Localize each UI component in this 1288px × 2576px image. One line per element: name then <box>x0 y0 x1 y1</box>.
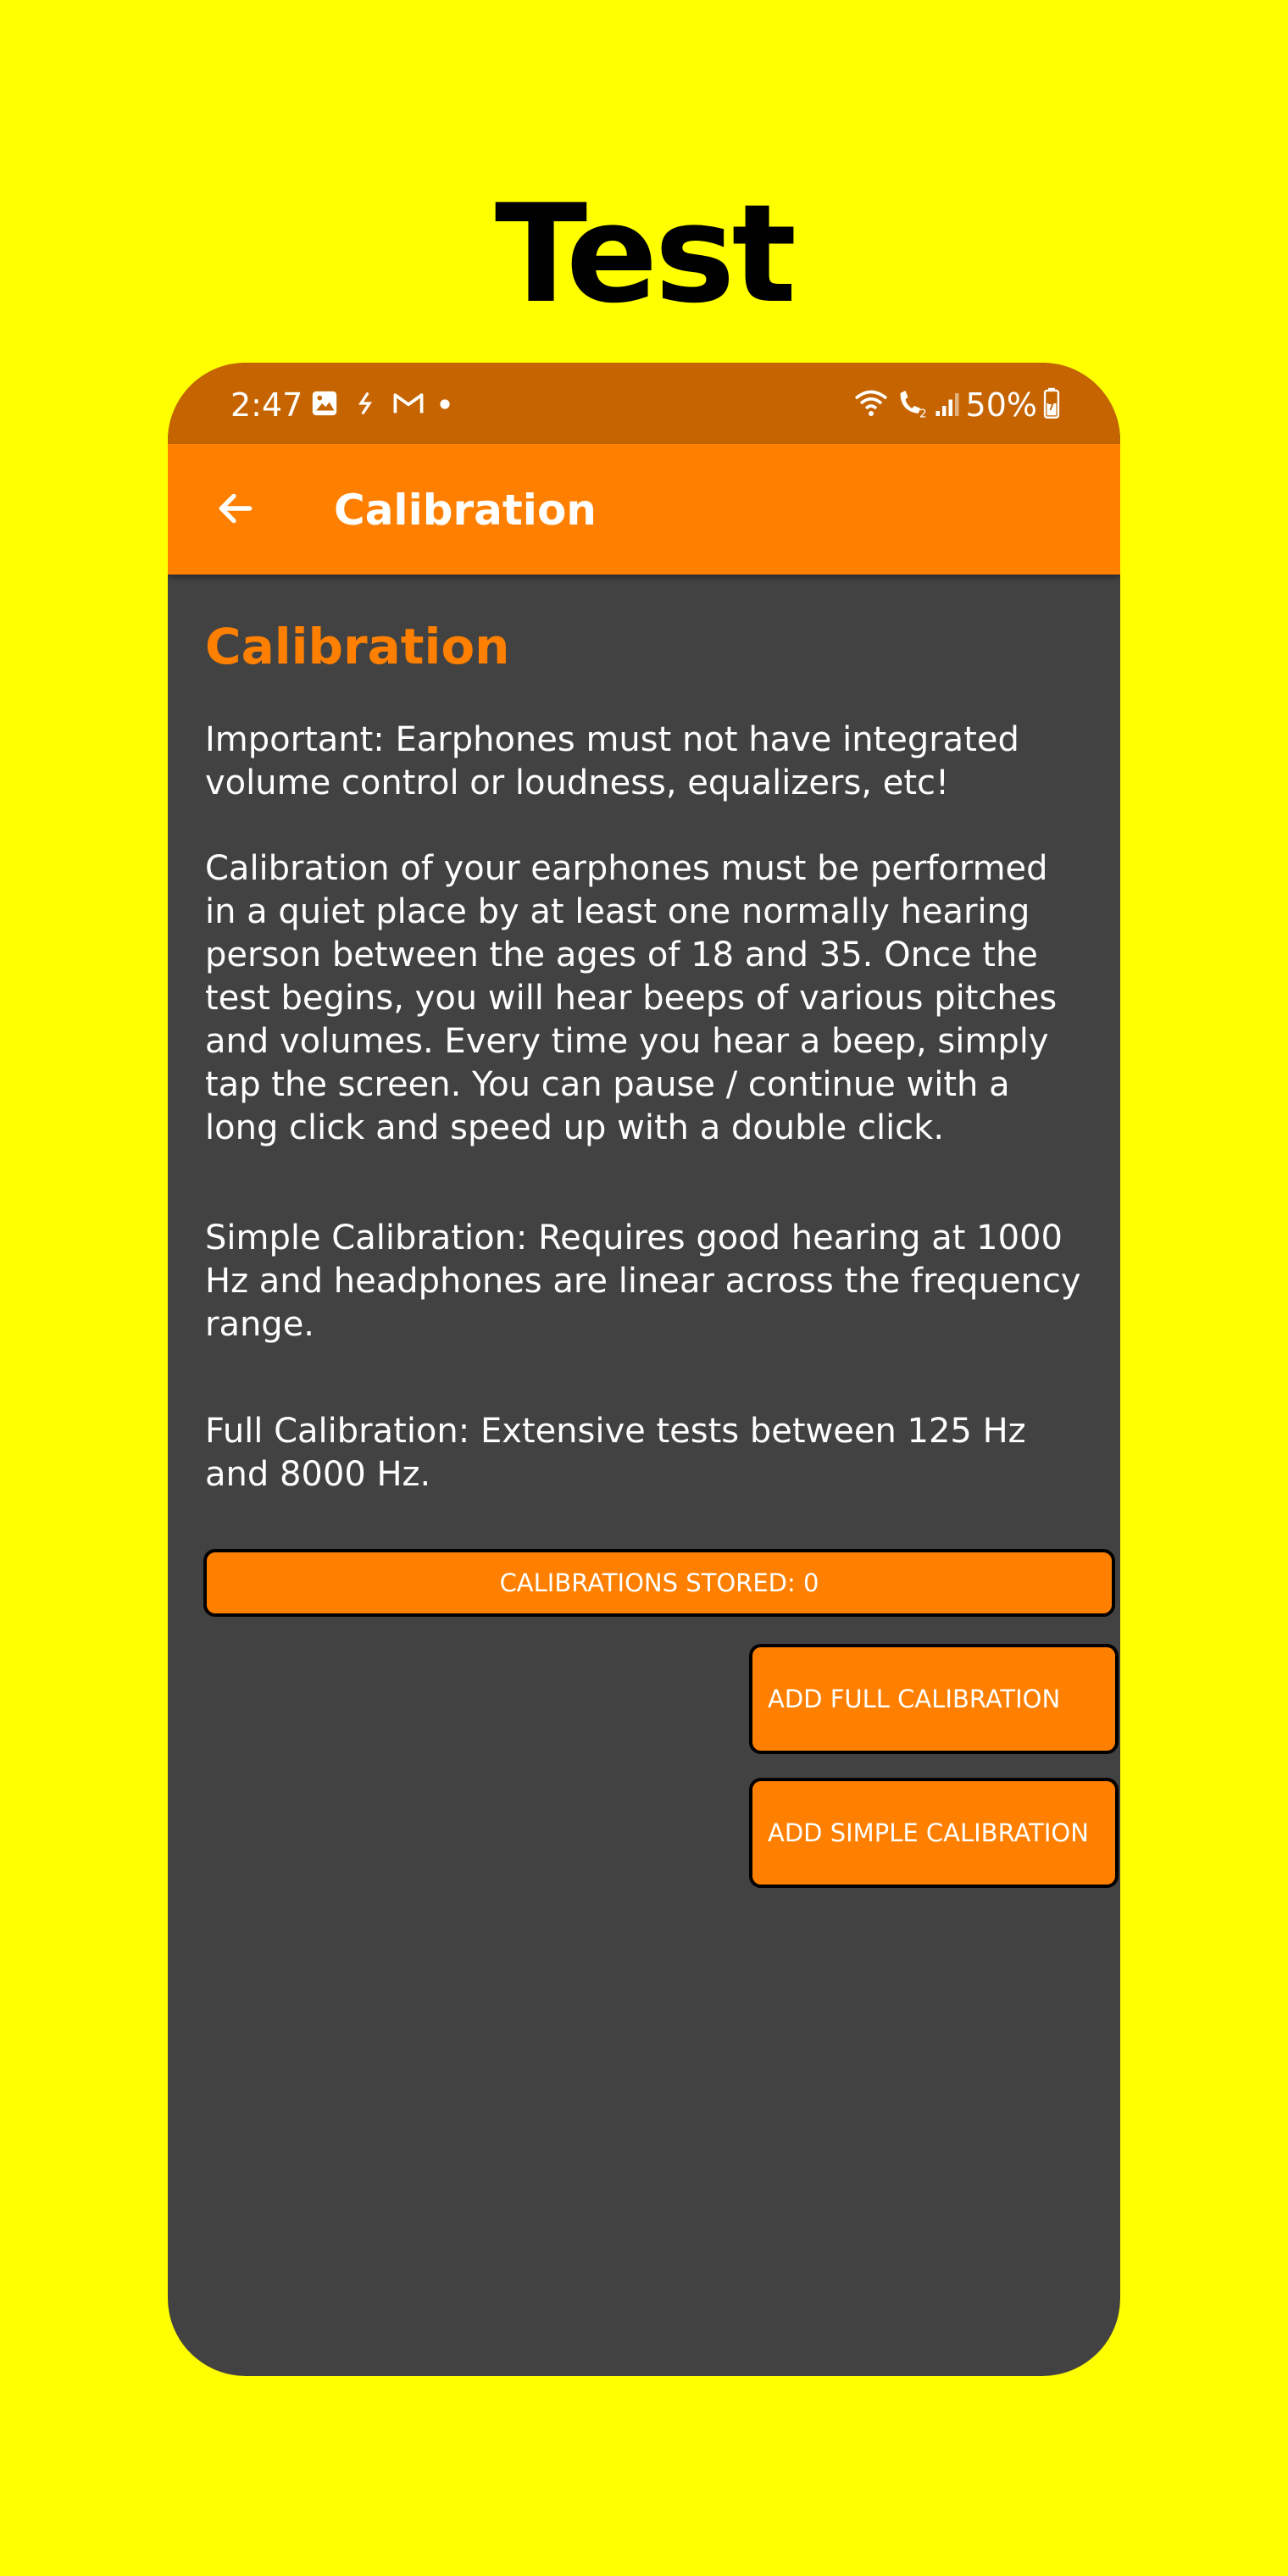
signal-icon <box>934 388 961 422</box>
calibration-content <box>205 617 1095 1494</box>
calibrations-stored-button[interactable]: CALIBRATIONS STORED: 0 <box>203 1549 1115 1617</box>
dot-icon <box>439 397 451 414</box>
arrow-left-icon <box>214 487 257 530</box>
gmail-icon <box>391 389 425 421</box>
status-notification-icons <box>310 388 451 422</box>
section-title: Calibration <box>205 618 510 675</box>
battery-icon <box>1042 387 1061 423</box>
status-system-icons <box>852 388 1061 422</box>
status-bar <box>168 363 1120 444</box>
promo-headline: Test <box>494 175 794 333</box>
phone-screen <box>168 363 1120 2376</box>
important-notice-text: Important: Earphones must not have integrated volume control or loudness, equalizers, etc! <box>205 720 1019 802</box>
image-icon <box>310 389 339 421</box>
status-time: 2:47 <box>230 386 303 424</box>
back-button[interactable] <box>202 475 269 542</box>
sync-icon <box>353 389 378 421</box>
svg-text:2: 2 <box>919 407 927 419</box>
app-bar <box>168 444 1120 575</box>
wifi-icon <box>852 388 890 422</box>
app-bar-title: Calibration <box>334 486 597 535</box>
wifi-call-icon <box>895 388 929 422</box>
add-full-calibration-button[interactable]: ADD FULL CALIBRATION <box>749 1644 1119 1754</box>
calibration-instructions-text: Calibration of your earphones must be performed in a quiet place by at least one normally hearing person between the ages of 18 and 35. Once the test begins, you will hear beeps of various pitches and volumes. Every time you hear a beep, simply tap the screen. You can pause / continue with a long click and speed up with a double click. <box>205 849 1058 1147</box>
add-simple-calibration-button[interactable]: ADD SIMPLE CALIBRATION <box>749 1778 1119 1888</box>
full-calibration-description: Full Calibration: Extensive tests between 125 Hz and 8000 Hz. <box>205 1412 1026 1494</box>
battery-percentage: 50% <box>965 386 1037 424</box>
simple-calibration-description: Simple Calibration: Requires good hearing at 1000 Hz and headphones are linear across the frequency range. <box>205 1219 1081 1344</box>
